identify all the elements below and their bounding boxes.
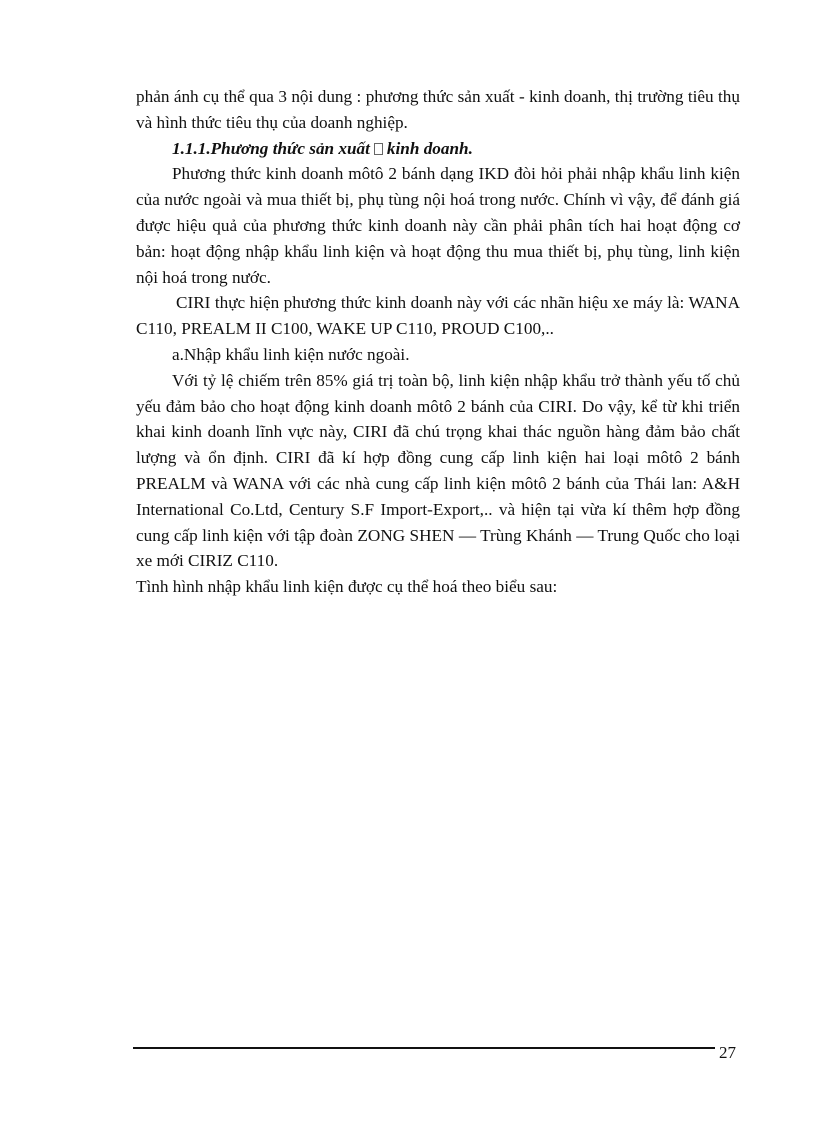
import-paragraph: Với tỷ lệ chiếm trên 85% giá trị toàn bộ, linh kiện nhập khẩu trở thành yếu tố chủ yếu đảm bảo cho hoạt động kinh doanh môtô 2 bánh của CIRI. Do vậy, kể từ khi triển khai kinh doanh lĩnh vực này, CIRI đã chú trọng khai thác nguồn hàng đảm bảo chất lượng và ổn định. CIRI đã kí hợp đồng cung cấp linh kiện hai loại môtô 2 bánh PREALM và WANA với các nhà cung cấp linh kiện môtô 2 bánh của Thái lan: A&H International Co.Ltd, Century S.F Import-Export,.. và hiện tại vừa kí thêm hợp đồng cung cấp linh kiện với tập đoàn ZONG SHEN — Trùng Khánh — Trung Quốc cho loại xe mới CIRIZ C110. <box>136 370 740 571</box>
footer-divider <box>133 1047 715 1049</box>
subsection-heading-a: a.Nhập khẩu linh kiện nước ngoài. <box>172 344 410 364</box>
section-number: 1.1.1. <box>172 138 211 158</box>
method-paragraph: Phương thức kinh doanh môtô 2 bánh dạng IKD đòi hỏi phải nhập khẩu linh kiện của nước ngoài và mua thiết bị, phụ tùng nội hoá trong nước. Chính vì vậy, để đánh giá được hiệu quả của phương thức kinh doanh này cần phải phân tích hai hoạt động cơ bản: hoạt động nhập khẩu linh kiện và hoạt động thu mua thiết bị, phụ tùng, linh kiện nội hoá trong nước. <box>136 164 740 287</box>
page-number: 27 <box>719 1043 736 1062</box>
brands-paragraph: CIRI thực hiện phương thức kinh doanh này với các nhãn hiệu xe máy là: WANA C110, PREALM II C100, WAKE UP C110, PROUD C100,.. <box>136 293 740 339</box>
section-title-part1: Phương thức sản xuất <box>210 138 370 158</box>
section-title-part2: kinh doanh. <box>386 138 473 158</box>
intro-paragraph: phản ánh cụ thể qua 3 nội dung : phương thức sản xuất - kinh doanh, thị trường tiêu thụ và hình thức tiêu thụ của doanh nghiệp. <box>136 87 740 132</box>
section-heading <box>136 136 740 162</box>
table-intro-paragraph: Tình hình nhập khẩu linh kiện được cụ thể hoá theo biểu sau: <box>136 577 558 597</box>
missing-glyph-box-icon <box>374 143 383 155</box>
document-page <box>136 84 740 600</box>
